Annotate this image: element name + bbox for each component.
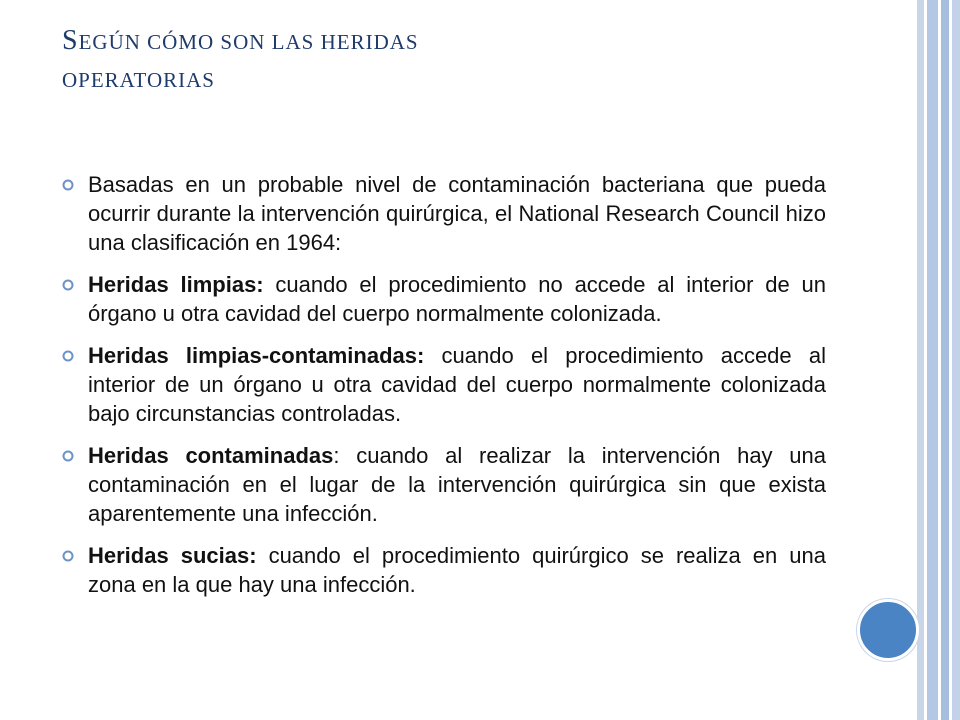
title-line-1 bbox=[62, 22, 882, 61]
bullet-text: cuando el procedimiento accede al interior de un órgano u otra cavidad del cuerpo normalmente colonizada bajo circunstancias controladas. bbox=[88, 343, 826, 426]
slide-title bbox=[62, 22, 882, 99]
bullet-item-sucias bbox=[62, 541, 826, 599]
bullet-item-limpias-contaminadas bbox=[62, 341, 826, 428]
bullet-item-intro bbox=[62, 170, 826, 257]
bullet-text: cuando el procedimiento quirúrgico se realiza en una zona en la que hay una infección. bbox=[88, 543, 826, 597]
bullet-item-limpias bbox=[62, 270, 826, 328]
bullet-term: Heridas limpias: bbox=[88, 272, 264, 297]
title-initial: S bbox=[62, 25, 79, 56]
bullet-text: Basadas en un probable nivel de contaminación bacteriana que pueda ocurrir durante la intervención quirúrgica, el National Research Council hizo una clasificación en 1964: bbox=[88, 172, 826, 255]
ring-bullet-icon bbox=[62, 279, 74, 291]
bullet-item-contaminadas bbox=[62, 441, 826, 528]
ring-bullet-icon bbox=[62, 350, 74, 362]
title-line-1-text: EGÚN CÓMO SON LAS HERIDAS bbox=[78, 30, 419, 54]
bullet-term: Heridas contaminadas bbox=[88, 443, 334, 468]
ring-bullet-icon bbox=[62, 550, 74, 562]
bullet-term: Heridas sucias: bbox=[88, 543, 257, 568]
circle-decoration bbox=[857, 599, 919, 661]
bullet-list bbox=[62, 170, 826, 612]
bullet-text: : cuando al realizar la intervención hay una contaminación en el lugar de la intervención quirúrgica sin que exista aparentemente una infección. bbox=[88, 443, 826, 526]
ring-bullet-icon bbox=[62, 450, 74, 462]
bullet-text: cuando el procedimiento no accede al interior de un órgano u otra cavidad del cuerpo normalmente colonizada. bbox=[88, 272, 826, 326]
bullet-term: Heridas limpias-contaminadas: bbox=[88, 343, 425, 368]
title-line-2: OPERATORIAS bbox=[62, 68, 215, 92]
ring-bullet-icon bbox=[62, 179, 74, 191]
side-stripes-decoration bbox=[917, 0, 960, 720]
